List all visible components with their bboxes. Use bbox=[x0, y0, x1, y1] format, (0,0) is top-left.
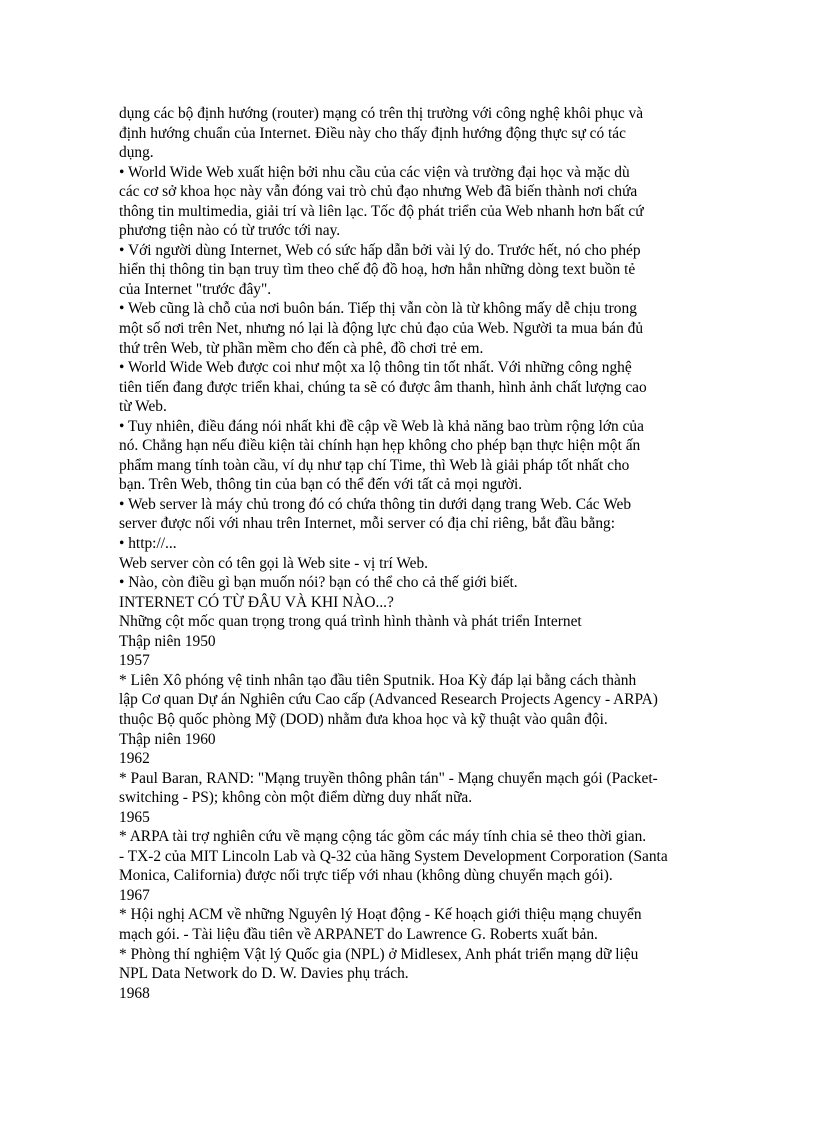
text-line: • Tuy nhiên, điều đáng nói nhất khi đề cập về Web là khả năng bao trùm rộng lớn của bbox=[119, 417, 644, 435]
text-line: * Paul Baran, RAND: "Mạng truyền thông phân tán" - Mạng chuyển mạch gói (Packet- bbox=[119, 769, 658, 787]
text-line: dụng các bộ định hướng (router) mạng có trên thị trường với công nghệ khôi phục và bbox=[119, 105, 644, 122]
text-line: 1965 bbox=[119, 808, 150, 826]
text-line: Thập niên 1960 bbox=[119, 730, 216, 748]
text-line: - TX-2 của MIT Lincoln Lab và Q-32 của hãng System Development Corporation (Santa bbox=[119, 847, 668, 865]
text-line: thông tin multimedia, giải trí và liên lạc. Tốc độ phát triển của Web nhanh hơn bất cứ bbox=[119, 202, 644, 220]
text-line: • http://... bbox=[119, 535, 177, 553]
text-line: từ Web. bbox=[119, 398, 167, 416]
text-line: • Web server là máy chủ trong đó có chứa thông tin dưới dạng trang Web. Các Web bbox=[119, 495, 632, 513]
text-line: các cơ sở khoa học này vẫn đóng vai trò chủ đạo nhưng Web đã biến thành nơi chứa bbox=[119, 183, 638, 201]
text-line: dụng. bbox=[119, 144, 154, 162]
text-line: Những cột mốc quan trọng trong quá trình hình thành và phát triển Internet bbox=[119, 613, 582, 631]
text-line: thuộc Bộ quốc phòng Mỹ (DOD) nhằm đưa khoa học và kỹ thuật vào quân đội. bbox=[119, 710, 608, 728]
text-line: định hướng chuẩn của Internet. Điều này cho thấy định hướng động thực sự có tác bbox=[119, 124, 626, 142]
text-line: 1968 bbox=[119, 984, 150, 1002]
text-line: 1957 bbox=[119, 652, 150, 670]
text-line: * Liên Xô phóng vệ tinh nhân tạo đầu tiên Sputnik. Hoa Kỳ đáp lại bằng cách thành bbox=[119, 671, 637, 689]
text-line: INTERNET CÓ TỪ ĐÂU VÀ KHI NÀO...? bbox=[119, 593, 394, 611]
text-line: thứ trên Web, từ phần mềm cho đến cà phê, đồ chơi trẻ em. bbox=[119, 339, 484, 357]
text-line: * Hội nghị ACM về những Nguyên lý Hoạt động - Kế hoạch giới thiệu mạng chuyển bbox=[119, 906, 642, 924]
text-line: • Web cũng là chỗ của nơi buôn bán. Tiếp thị vẫn còn là từ không mấy dễ chịu trong bbox=[119, 300, 637, 318]
text-line: Thập niên 1950 bbox=[119, 632, 216, 650]
text-line: * ARPA tài trợ nghiên cứu về mạng cộng tác gồm các máy tính chia sẻ theo thời gian. bbox=[119, 828, 647, 846]
text-line: lập Cơ quan Dự án Nghiên cứu Cao cấp (Advanced Research Projects Agency - ARPA) bbox=[119, 691, 658, 709]
text-line: mạch gói. - Tài liệu đầu tiên về ARPANET do Lawrence G. Roberts xuất bản. bbox=[119, 925, 598, 943]
text-line: * Phòng thí nghiệm Vật lý Quốc gia (NPL) ở Midlesex, Anh phát triển mạng dữ liệu bbox=[119, 945, 639, 963]
text-line: Web server còn có tên gọi là Web site - vị trí Web. bbox=[119, 554, 428, 572]
text-line: hiển thị thông tin bạn truy tìm theo chế độ đồ hoạ, hơn hẳn những dòng text buồn tẻ bbox=[119, 261, 636, 279]
text-line: 1962 bbox=[119, 750, 150, 768]
text-line: • World Wide Web xuất hiện bởi nhu cầu của các viện và trường đại học và mặc dù bbox=[119, 163, 630, 181]
document-body bbox=[119, 104, 709, 1003]
text-line: • Với người dùng Internet, Web có sức hấp dẫn bởi vài lý do. Trước hết, nó cho phép bbox=[119, 241, 641, 259]
text-line: Monica, California) được nối trực tiếp với nhau (không dùng chuyển mạch gói). bbox=[119, 867, 613, 885]
text-line: bạn. Trên Web, thông tin của bạn có thể đến với tất cả mọi người. bbox=[119, 476, 523, 494]
text-line: • World Wide Web được coi như một xa lộ thông tin tốt nhất. Với những công nghệ bbox=[119, 359, 632, 377]
text-line: của Internet "trước đây". bbox=[119, 280, 272, 298]
text-line: phẩm mang tính toàn cầu, ví dụ như tạp chí Time, thì Web là giải pháp tốt nhất cho bbox=[119, 456, 630, 474]
text-line: một số nơi trên Net, nhưng nó lại là động lực chủ đạo của Web. Người ta mua bán đủ bbox=[119, 320, 644, 338]
text-line: phương tiện nào có từ trước tới nay. bbox=[119, 222, 341, 240]
text-line: switching - PS); không còn một điểm dừng duy nhất nữa. bbox=[119, 789, 473, 807]
text-line: 1967 bbox=[119, 886, 150, 904]
text-line: • Nào, còn điều gì bạn muốn nói? bạn có thể cho cả thế giới biết. bbox=[119, 574, 518, 592]
text-line: nó. Chẳng hạn nếu điều kiện tài chính hạn hẹp không cho phép bạn thực hiện một ấn bbox=[119, 437, 641, 455]
text-line: tiên tiến đang được triển khai, chúng ta sẽ có được âm thanh, hình ảnh chất lượng cao bbox=[119, 378, 647, 396]
text-line: server được nối với nhau trên Internet, mỗi server có địa chỉ riêng, bắt đầu bằng: bbox=[119, 515, 616, 533]
text-line: NPL Data Network do D. W. Davies phụ trách. bbox=[119, 965, 409, 983]
